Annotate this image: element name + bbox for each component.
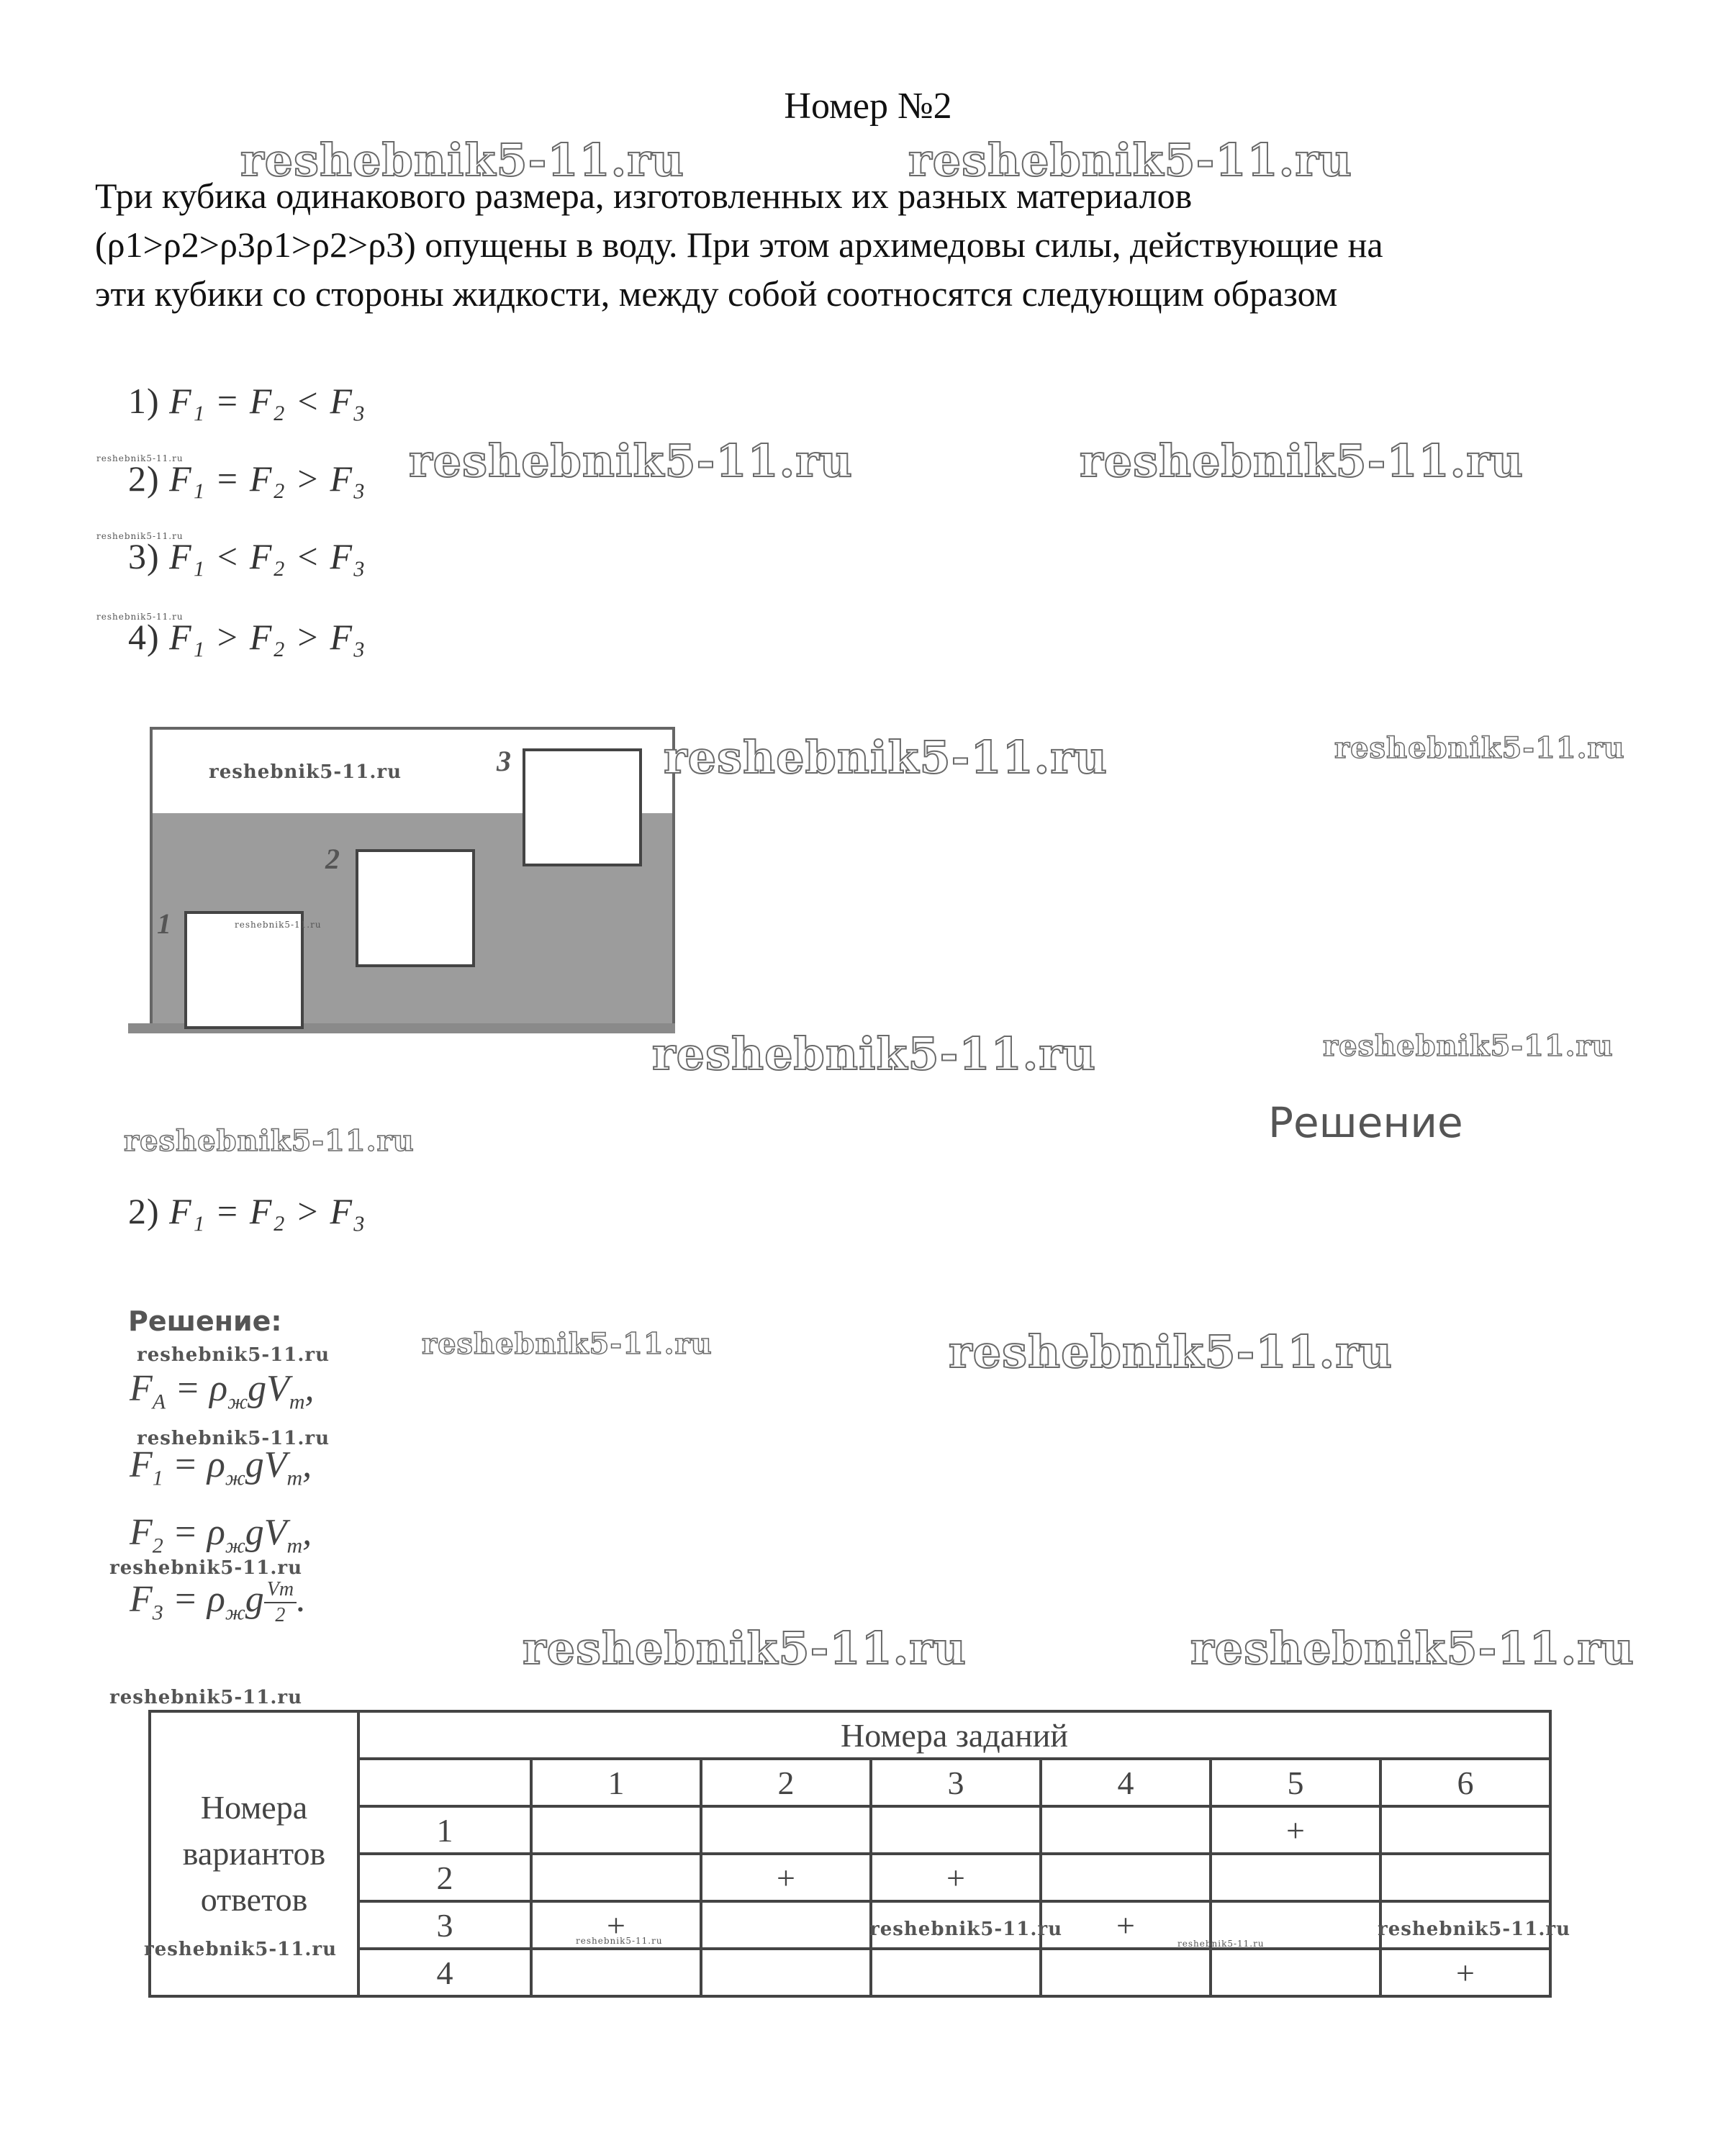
watermark: reshebnik5-11.ru [1080,435,1524,487]
watermark: reshebnik5-11.ru [1190,1622,1635,1675]
problem-line-2: (ρ1>ρ2>ρ3ρ1>ρ2>ρ3) опущены в воду. При этом архимедовы силы, действующие на [95,225,1383,265]
table-cell [701,1949,871,1996]
watermark: reshebnik5-11.ru [523,1622,967,1675]
watermark: reshebnik5-11.ru [124,1124,415,1158]
answer [128,1190,366,1232]
option-4 [128,616,366,658]
row-header-line-1: Номера [200,1789,308,1826]
column-header: 2 [701,1759,871,1806]
problem-text [95,171,1678,318]
table-cell [701,1806,871,1854]
cube-3 [523,748,642,866]
table-cell [871,1806,1041,1854]
fraction-v-over-2: $\frac{Vт}{2}$ [264,1577,297,1628]
watermark: reshebnik5-11.ru [1334,731,1625,765]
option-3 [128,535,366,577]
watermark: reshebnik5-11.ru [1177,1939,1265,1949]
table-cell [1380,1806,1550,1854]
problem-line-1: Три кубика одинакового размера, изготовленных их разных материалов [95,176,1193,216]
row-label: 1 [358,1806,531,1854]
table-row [150,1854,1550,1901]
formula-f3: $F_3 = \rho_жg$ $\frac{Vт}{2}$ . [130,1578,307,1626]
table-header: Номера заданий [358,1711,1550,1759]
option-4-text: F₁ > F₂ > F₃ [169,617,366,657]
column-header: 3 [871,1759,1041,1806]
table-cell: + [1041,1901,1211,1949]
column-header-row [150,1759,1550,1806]
watermark: reshebnik5-11.ru [908,134,1352,186]
column-header: 6 [1380,1759,1550,1806]
watermark: reshebnik5-11.ru [96,612,184,622]
table-cell: + [1380,1949,1550,1996]
option-2-text: F₁ = F₂ > F₃ [169,458,366,499]
answer-text: F₁ = F₂ > F₃ [169,1191,366,1231]
table-cell [531,1854,701,1901]
table-row [150,1806,1550,1854]
problem-line-3: эти кубики со стороны жидкости, между собой соотносятся следующим образом [95,273,1338,314]
cube-2-label: 2 [325,843,340,875]
watermark: reshebnik5-11.ru [137,1344,330,1366]
watermark: reshebnik5-11.ru [422,1327,713,1361]
watermark: reshebnik5-11.ru [209,761,402,783]
watermark: reshebnik5-11.ru [144,1939,338,1960]
formula-f2: $F_2 = \rho_жgV_т$, [130,1512,312,1558]
watermark: reshebnik5-11.ru [96,453,184,463]
solution-heading: Решение [1268,1098,1463,1147]
watermark: reshebnik5-11.ru [869,1919,1063,1940]
table-cell [1041,1806,1211,1854]
column-header: 1 [531,1759,701,1806]
watermark: reshebnik5-11.ru [240,134,684,186]
table-cell [531,1949,701,1996]
table-row [150,1901,1550,1949]
column-header: 5 [1211,1759,1380,1806]
watermark: reshebnik5-11.ru [109,1687,303,1708]
watermark: reshebnik5-11.ru [1323,1029,1614,1063]
option-4-number: 4) [128,617,160,657]
table-cell [871,1949,1041,1996]
watermark: reshebnik5-11.ru [137,1428,330,1449]
page-title: Номер №2 [784,86,952,127]
column-header: 4 [1041,1759,1211,1806]
row-label: 4 [358,1949,531,1996]
table-row [150,1949,1550,1996]
cube-3-label: 3 [497,745,511,777]
table-cell [1211,1854,1380,1901]
table-cell: + [1211,1806,1380,1854]
table-cell [1041,1949,1211,1996]
watermark: reshebnik5-11.ru [1378,1919,1571,1940]
answer-number: 2) [128,1191,160,1231]
watermark: reshebnik5-11.ru [949,1326,1393,1378]
option-2-number: 2) [128,458,160,499]
table-cell [701,1901,871,1949]
solution-label: Решение: [128,1305,282,1337]
watermark: reshebnik5-11.ru [96,531,184,541]
table-cell: + [531,1901,701,1949]
watermark: reshebnik5-11.ru [235,920,322,930]
option-1 [128,380,366,422]
option-1-text: F₁ = F₂ < F₃ [169,381,366,421]
table-cell [1211,1949,1380,1996]
table-cell [1380,1854,1550,1901]
option-3-number: 3) [128,536,160,576]
corner-cell [358,1759,531,1806]
table-cell [1041,1854,1211,1901]
answers-table [148,1710,1552,1998]
row-label: 3 [358,1901,531,1949]
watermark: reshebnik5-11.ru [409,435,853,487]
option-2 [128,458,366,499]
watermark: reshebnik5-11.ru [576,1936,663,1946]
row-header-line-2: вариантов [182,1835,326,1872]
table-cell [531,1806,701,1854]
watermark: reshebnik5-11.ru [652,1028,1096,1080]
table-cell: + [871,1854,1041,1901]
watermark: reshebnik5-11.ru [664,731,1108,784]
option-3-text: F₁ < F₂ < F₃ [169,536,366,576]
cube-2 [356,849,475,967]
watermark: reshebnik5-11.ru [109,1557,303,1579]
formula-archimedes: $F_A = \rho_жgV_т$, [130,1368,315,1414]
formula-f1: $F_1 = \rho_жgV_т$, [130,1444,312,1490]
row-label: 2 [358,1854,531,1901]
row-header-line-3: ответов [200,1881,308,1918]
cube-1-label: 1 [157,907,171,940]
table-cell: + [701,1854,871,1901]
option-1-number: 1) [128,381,160,421]
